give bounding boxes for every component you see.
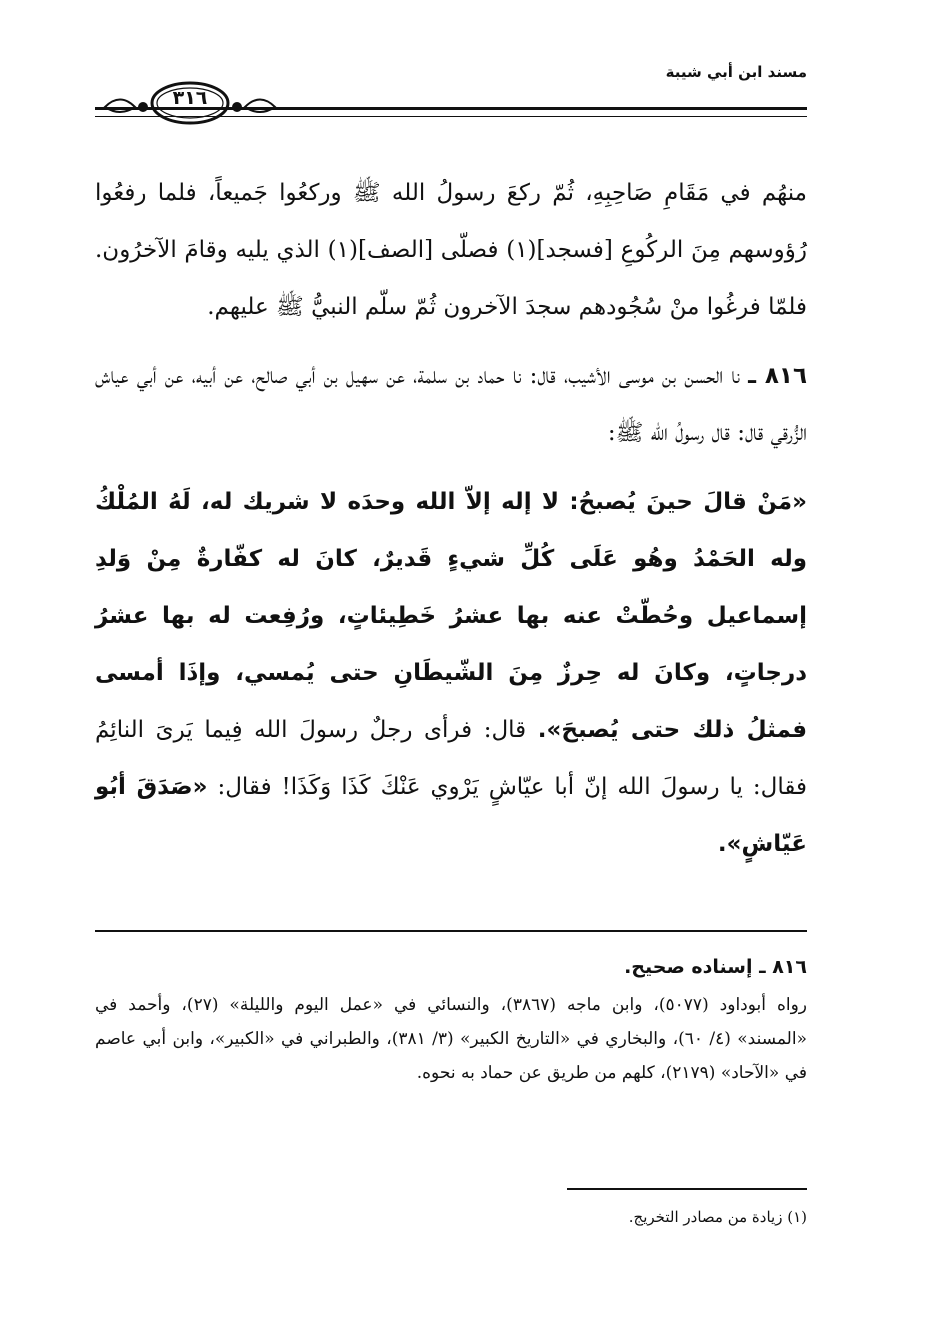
paragraph-2 (95, 348, 807, 462)
paragraph-1: منهُم في مَقَامِ صَاحِبِهِ، ثُمّ ركعَ رسولُ الله ﷺ وركعُوا جَميعاً، فلما رفعُوا رُؤوسهم مِنَ الركُوعِ [فسجد](١) فصلّى [الصف](١) الذي يليه وقامَ الآخرُون. فلمّا فرغُوا منْ سُجُودهم سجدَ الآخرون ثُمّ سلّم النبيُّ ﷺ عليهم. (95, 180, 807, 320)
hadith-matn-closing: «صَدَقَ أبُو عَيّاشٍ». (95, 774, 807, 857)
header-rule (95, 107, 807, 117)
hadith-matn: «مَنْ قالَ حينَ يُصبحُ: لا إله إلاّ الله وحدَه لا شريك له، لَهُ المُلْكُ وله الحَمْدُ وهُو عَلَى كُلِّ شيءٍ قَديرٌ، كانَ له كفّارةٌ مِنْ وَلدِ إسماعيل وحُطّتْ عنه بها عشرُ خَطِيئاتٍ، ورُفِعت له بها عشرُ درجاتٍ، وكانَ له حِرزٌ مِنَ الشّيطَانِ حتى يُمسي، وإذَا أمسى فمثلُ ذلك حتى يُصبحَ». (95, 489, 808, 743)
running-title: مسند ابن أبي شيبة (665, 63, 807, 81)
takhrij-text: رواه أبوداود (٥٠٧٧)، وابن ماجه (٣٨٦٧)، والنسائي في «عمل اليوم والليلة» (٢٧)، وأحمد في «المسند» (٤/ ٦٠)، والبخاري في «التاريخ الكبير» (٣/ ٣٨١)، والطبراني في «الكبير»، وابن أبي عاصم في «الآحاد» (٢١٧٩)، كلهم من طريق عن حماد به نحوه. (95, 995, 807, 1083)
footnote-separator (567, 1188, 807, 1190)
isnad-text: نا الحسن بن موسى الأشيب، قال: نا حماد بن سلمة، عن سهيل بن أبي صالح، عن أبيه، عن أبي عياش الزُّرقي قال: قال رسولُ الله ﷺ: (95, 363, 807, 446)
page-header (95, 55, 807, 130)
takhrij-title: ٨١٦ ـ إسناده صحيح. (624, 956, 807, 978)
paragraph-3 (95, 474, 807, 873)
takhrij-section (95, 950, 807, 1090)
footnote: (١) زيادة من مصادر التخريج. (628, 1208, 807, 1226)
page-number: ٣١٦ (172, 87, 208, 109)
hadith-number: ٨١٦ ـ (748, 363, 808, 389)
main-text (95, 165, 807, 885)
takhrij-separator (95, 930, 807, 932)
narration-text: قال: فرأى رجلٌ رسولَ الله فِيما يَرىَ النائِمُ فقال: يا رسولَ الله إنّ أبا عيّاشٍ يَرْوي عَنْكَ كَذَا وَكَذَا! فقال: (95, 717, 808, 800)
